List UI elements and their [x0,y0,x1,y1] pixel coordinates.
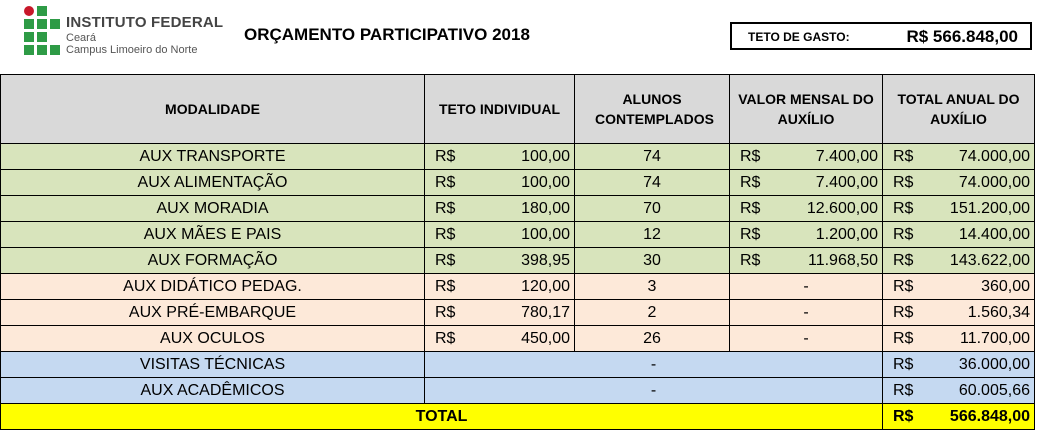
table-row [1,326,1035,352]
anual-cell-value: 74.000,00 [958,147,1030,165]
anual-cell [883,226,1034,244]
alunos-cell: 26 [643,329,661,347]
institution-state: Ceará [66,32,96,44]
table-row [1,170,1035,196]
mensal-cell [730,226,882,244]
table-row [1,274,1035,300]
mensal-cell-value: 7.400,00 [815,147,878,165]
col-teto-individual: TETO INDIVIDUAL [425,75,575,144]
currency-symbol: R$ [740,251,761,269]
currency-symbol: R$ [435,277,456,295]
teto-cell-value: 450,00 [521,329,570,347]
alunos-cell: 74 [643,147,661,165]
mensal-cell [730,200,882,218]
anual-cell [883,200,1034,218]
teto-cell [425,148,574,166]
currency-symbol: R$ [893,381,914,399]
modalidade-cell: AUX FORMAÇÃO [147,251,278,269]
anual-cell-value: 360,00 [981,277,1030,295]
teto-cell-value: 100,00 [521,147,570,165]
currency-symbol: R$ [893,251,914,269]
alunos-cell: 74 [643,173,661,191]
anual-cell-value: 74.000,00 [958,173,1030,191]
anual-cell [883,278,1034,296]
alunos-cell: 12 [643,225,661,243]
teto-cell-value: 100,00 [521,173,570,191]
alunos-cell: 3 [647,277,657,295]
alunos-cell: 70 [643,199,661,217]
spending-cap-label: TETO DE GASTO: [748,30,850,44]
teto-cell [425,226,574,244]
teto-cell [425,330,574,348]
currency-symbol: R$ [435,225,456,243]
spending-cap-value: R$ 566.848,00 [906,27,1018,46]
alunos-cell: 2 [647,303,657,321]
mensal-cell-value: 1.200,00 [815,225,878,243]
currency-symbol: R$ [893,329,914,347]
modalidade-cell: AUX TRANSPORTE [139,147,286,165]
merged-cell: - [650,381,657,399]
currency-symbol: R$ [893,199,914,217]
currency-symbol: R$ [740,173,761,191]
currency-symbol: R$ [435,173,456,191]
mensal-cell [730,148,882,166]
anual-cell-value: 1.560,34 [967,303,1030,321]
mensal-cell-value: 12.600,00 [806,199,878,217]
table-row [1,222,1035,248]
anual-cell [883,252,1034,270]
institution-name [66,14,223,56]
total-cell [883,408,1034,426]
total-value: 566.848,00 [949,407,1030,425]
col-alunos: ALUNOS CONTEMPLADOS [575,75,730,144]
modalidade-cell: AUX MÃES E PAIS [143,225,282,243]
anual-cell [883,356,1034,374]
budget-table [0,74,1035,430]
anual-cell [883,304,1034,322]
page-title: ORÇAMENTO PARTICIPATIVO 2018 [244,25,530,44]
table-row [1,378,1035,404]
table-body [1,144,1035,430]
anual-cell-value: 36.000,00 [958,355,1030,373]
institution-campus: Campus Limoeiro do Norte [66,44,198,56]
institute-logo-icon [24,6,60,54]
currency-symbol: R$ [893,303,914,321]
anual-cell [883,148,1034,166]
teto-cell [425,174,574,192]
table-row [1,248,1035,274]
col-total-anual: TOTAL ANUAL DO AUXÍLIO [883,75,1035,144]
teto-cell-value: 780,17 [521,303,570,321]
mensal-cell-value: 11.968,50 [808,251,878,269]
modalidade-cell: AUX ACADÊMICOS [140,381,285,399]
anual-cell-value: 11.700,00 [960,329,1030,347]
currency-symbol: R$ [435,251,456,269]
col-valor-mensal: VALOR MENSAL DO AUXÍLIO [730,75,883,144]
currency-symbol: R$ [893,407,914,425]
anual-cell [883,382,1034,400]
modalidade-cell: AUX MORADIA [156,199,269,217]
table-row [1,352,1035,378]
currency-symbol: R$ [435,303,456,321]
table-row [1,300,1035,326]
currency-symbol: R$ [893,173,914,191]
modalidade-cell: AUX ALIMENTAÇÃO [137,173,288,191]
currency-symbol: R$ [740,199,761,217]
alunos-cell: 30 [643,251,661,269]
header [0,0,1037,74]
merged-cell: - [650,355,657,373]
mensal-cell: - [803,329,809,347]
mensal-cell [730,174,882,192]
teto-cell [425,278,574,296]
teto-cell [425,304,574,322]
teto-cell [425,252,574,270]
teto-cell-value: 120,00 [521,277,570,295]
table-row [1,144,1035,170]
total-label: TOTAL [415,407,468,425]
anual-cell-value: 60.005,66 [958,381,1030,399]
currency-symbol: R$ [893,277,914,295]
total-row [1,404,1035,430]
currency-symbol: R$ [740,147,761,165]
institution-title: INSTITUTO FEDERAL [66,14,224,31]
modalidade-cell: AUX PRÉ-EMBARQUE [128,303,297,321]
currency-symbol: R$ [893,147,914,165]
modalidade-cell: AUX DIDÁTICO PEDAG. [123,277,302,295]
teto-cell-value: 100,00 [521,225,570,243]
anual-cell-value: 151.200,00 [949,199,1030,217]
anual-cell-value: 14.400,00 [958,225,1030,243]
mensal-cell [730,252,882,270]
currency-symbol: R$ [893,355,914,373]
currency-symbol: R$ [435,147,456,165]
currency-symbol: R$ [893,225,914,243]
table-row [1,196,1035,222]
modalidade-cell: AUX OCULOS [160,329,265,347]
anual-cell [883,330,1034,348]
col-modalidade: MODALIDADE [1,75,425,144]
currency-symbol: R$ [435,329,456,347]
modalidade-cell: VISITAS TÉCNICAS [139,355,286,373]
teto-cell-value: 180,00 [521,199,570,217]
mensal-cell: - [803,303,809,321]
teto-cell-value: 398,95 [521,251,570,269]
mensal-cell: - [803,277,809,295]
currency-symbol: R$ [740,225,761,243]
anual-cell-value: 143.622,00 [949,251,1030,269]
spending-cap-box [730,22,1032,50]
table-header-row [1,75,1035,144]
mensal-cell-value: 7.400,00 [815,173,878,191]
currency-symbol: R$ [435,199,456,217]
teto-cell [425,200,574,218]
anual-cell [883,174,1034,192]
